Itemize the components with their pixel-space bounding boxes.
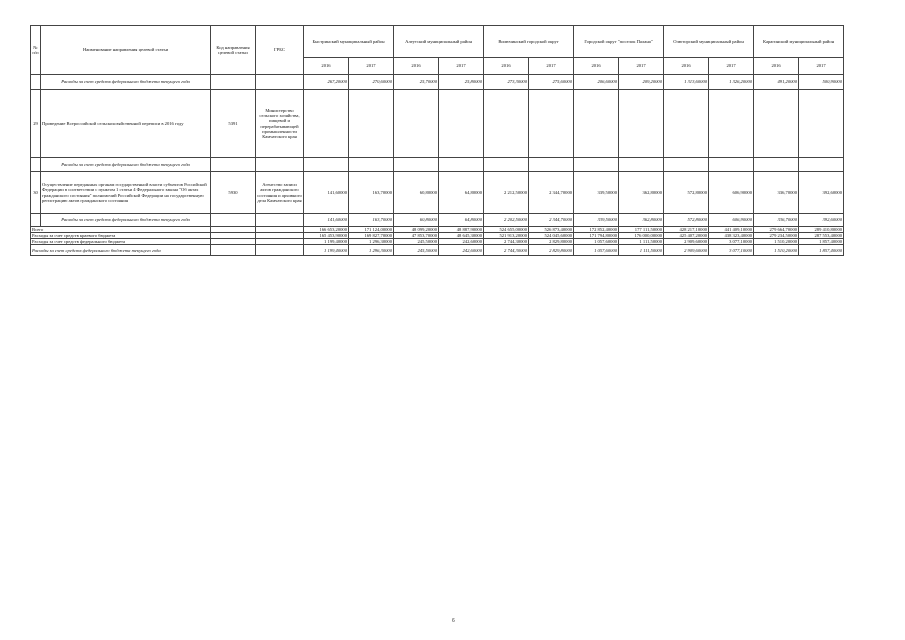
value-cell: 1 510,20000 xyxy=(754,245,799,256)
empty-cell xyxy=(799,158,844,172)
table-row xyxy=(31,214,844,227)
empty-cell xyxy=(394,90,439,158)
value-cell: 209,20000 xyxy=(619,75,664,90)
header-year: 2017 xyxy=(349,58,394,75)
row-num: 30 xyxy=(31,172,41,214)
empty-cell xyxy=(619,158,664,172)
row-code: 5930 xyxy=(211,172,256,214)
value-cell: 392,60000 xyxy=(799,214,844,227)
header-year: 2016 xyxy=(754,58,799,75)
value-cell: 242,60000 xyxy=(439,239,484,245)
value-cell: 206,60000 xyxy=(574,75,619,90)
value-cell: 362,80000 xyxy=(619,214,664,227)
value-cell: 2 202,50000 xyxy=(484,214,529,227)
empty-cell xyxy=(529,90,574,158)
empty-cell xyxy=(574,90,619,158)
value-cell: 25,80000 xyxy=(439,75,484,90)
value-cell: 171 124,00000 xyxy=(349,227,394,233)
header-num: № п/п xyxy=(31,26,41,75)
header-municipality: Вилючинский городской округ xyxy=(484,26,574,58)
row-label: Расходы за счет средств федерального бюджета текущего года xyxy=(41,214,211,227)
value-cell: 64,80000 xyxy=(439,214,484,227)
row-label: Расходы за счет средств федерального бюджета текущего года xyxy=(41,75,211,90)
empty-cell xyxy=(574,158,619,172)
empty-cell xyxy=(349,158,394,172)
value-cell: 60,80000 xyxy=(394,214,439,227)
empty-cell xyxy=(709,90,754,158)
value-cell: 524 655,00000 xyxy=(484,227,529,233)
value-cell: 428 217,10000 xyxy=(664,227,709,233)
value-cell: 242,60000 xyxy=(439,245,484,256)
value-cell: 267,20000 xyxy=(304,75,349,90)
header-municipality: Алеутский муниципальный район xyxy=(394,26,484,58)
empty-cell xyxy=(439,90,484,158)
total-label: Расходы за счет средств краевого бюджета xyxy=(31,233,211,239)
total-label: Всего xyxy=(31,227,211,233)
value-cell: 438 323,40000 xyxy=(709,233,754,239)
value-cell: 60,80000 xyxy=(394,172,439,214)
empty-cell xyxy=(484,90,529,158)
empty-cell xyxy=(754,158,799,172)
header-name: Наименование направления целевой статьи xyxy=(41,26,211,75)
row-name: Осуществление переданных органам государственной власти субъектов Российской Федерации в соответствии с пунктом 1 статьи 4 Федерального закона "Об актах гражданского состояния" полномочий Российской Федерации на государственную регистрацию актов гражданского состояния xyxy=(41,172,211,214)
header-year: 2017 xyxy=(529,58,574,75)
value-cell: 176 000,00000 xyxy=(619,233,664,239)
value-cell: 289 410,80000 xyxy=(799,227,844,233)
empty-cell xyxy=(256,245,304,256)
value-cell: 48 887,90000 xyxy=(439,227,484,233)
value-cell: 425 407,20000 xyxy=(664,233,709,239)
empty-cell xyxy=(619,90,664,158)
row-label: Расходы за счет средств федерального бюджета текущего года xyxy=(41,158,211,172)
budget-table xyxy=(30,25,844,256)
row-grbs: Министерство сельского хозяйства, пищевой и перерабатывающей промышленности Камчатского края xyxy=(256,90,304,158)
header-year: 2016 xyxy=(304,58,349,75)
value-cell: 25,70000 xyxy=(394,75,439,90)
value-cell: 166 653,20000 xyxy=(304,227,349,233)
value-cell: 2 744,30000 xyxy=(484,245,529,256)
value-cell: 1 057,60000 xyxy=(574,245,619,256)
value-cell: 279 664,70000 xyxy=(754,227,799,233)
value-cell: 1 313,60000 xyxy=(664,75,709,90)
header-year: 2016 xyxy=(574,58,619,75)
header-grbs: ГРБС xyxy=(256,26,304,75)
value-cell: 336,70000 xyxy=(754,214,799,227)
value-cell: 606,90000 xyxy=(709,214,754,227)
value-cell: 1 111,50000 xyxy=(619,245,664,256)
value-cell: 392,60000 xyxy=(799,172,844,214)
value-cell: 1 857,40000 xyxy=(799,245,844,256)
value-cell: 1 296,30000 xyxy=(349,239,394,245)
value-cell: 2 829,80000 xyxy=(529,245,574,256)
total-label: Расходы за счет средств федерального бюджета xyxy=(31,239,211,245)
value-cell: 336,70000 xyxy=(754,172,799,214)
value-cell: 169 827,70000 xyxy=(349,233,394,239)
value-cell: 172 852,40000 xyxy=(574,227,619,233)
table-row xyxy=(31,75,844,90)
total-label: Расходы за счет средств федерального бюджета текущего года xyxy=(31,245,211,256)
value-cell: 524 045,60000 xyxy=(529,233,574,239)
value-cell: 3 077,10000 xyxy=(709,239,754,245)
value-cell: 441 409,10000 xyxy=(709,227,754,233)
value-cell: 163,70000 xyxy=(349,214,394,227)
value-cell: 177 111,50000 xyxy=(619,227,664,233)
value-cell: 3 077,10000 xyxy=(709,245,754,256)
value-cell: 163,70000 xyxy=(349,172,394,214)
value-cell: 2 829,80000 xyxy=(529,239,574,245)
total-row xyxy=(31,245,844,256)
value-cell: 275,60000 xyxy=(529,75,574,90)
row-num: 29 xyxy=(31,90,41,158)
header-code: Код направления целевой статьи xyxy=(211,26,256,75)
value-cell: 572,80000 xyxy=(664,214,709,227)
value-cell: 1 199,40000 xyxy=(304,239,349,245)
value-cell: 47 853,70000 xyxy=(394,233,439,239)
empty-cell xyxy=(664,90,709,158)
header-year: 2016 xyxy=(394,58,439,75)
value-cell: 279 234,50000 xyxy=(754,233,799,239)
value-cell: 491,20000 xyxy=(754,75,799,90)
empty-cell xyxy=(529,158,574,172)
value-cell: 1 296,30000 xyxy=(349,245,394,256)
empty-cell xyxy=(211,245,256,256)
empty-cell xyxy=(484,158,529,172)
value-cell: 245,50000 xyxy=(394,245,439,256)
value-cell: 500,90000 xyxy=(799,75,844,90)
value-cell: 270,60000 xyxy=(349,75,394,90)
row-code: 5391 xyxy=(211,90,256,158)
empty-cell xyxy=(754,90,799,158)
value-cell: 165 453,90000 xyxy=(304,233,349,239)
value-cell: 572,80000 xyxy=(664,172,709,214)
value-cell: 339,50000 xyxy=(574,172,619,214)
header-year: 2017 xyxy=(709,58,754,75)
row-name: Проведение Всероссийской сельскохозяйственной переписи в 2016 году xyxy=(41,90,211,158)
row-grbs: Агентство записи актов гражданского состояния и архивного дела Камчатского края xyxy=(256,172,304,214)
header-year: 2017 xyxy=(439,58,484,75)
header-year: 2016 xyxy=(664,58,709,75)
value-cell: 1 057,60000 xyxy=(574,239,619,245)
value-cell: 2 909,60000 xyxy=(664,245,709,256)
value-cell: 2 344,70000 xyxy=(529,172,574,214)
empty-cell xyxy=(304,158,349,172)
header-municipality: Карагинский муниципальный район xyxy=(754,26,844,58)
value-cell: 2 744,30000 xyxy=(484,239,529,245)
empty-cell xyxy=(439,158,484,172)
value-cell: 1 857,40000 xyxy=(799,239,844,245)
header-municipality: Быстринский муниципальный район xyxy=(304,26,394,58)
value-cell: 48 099,20000 xyxy=(394,227,439,233)
value-cell: 606,90000 xyxy=(709,172,754,214)
value-cell: 2 909,60000 xyxy=(664,239,709,245)
header-year: 2017 xyxy=(799,58,844,75)
value-cell: 171 794,80000 xyxy=(574,233,619,239)
value-cell: 64,80000 xyxy=(439,172,484,214)
value-cell: 362,80000 xyxy=(619,172,664,214)
empty-cell xyxy=(664,158,709,172)
header-year: 2016 xyxy=(484,58,529,75)
table-row xyxy=(31,172,844,214)
value-cell: 141,60000 xyxy=(304,172,349,214)
empty-cell xyxy=(709,158,754,172)
value-cell: 141,60000 xyxy=(304,214,349,227)
value-cell: 2 344,70000 xyxy=(529,214,574,227)
value-cell: 1 326,20000 xyxy=(709,75,754,90)
value-cell: 2 212,50000 xyxy=(484,172,529,214)
header-municipality: Олюторский муниципальный район xyxy=(664,26,754,58)
value-cell: 48 645,30000 xyxy=(439,233,484,239)
value-cell: 287 553,40000 xyxy=(799,233,844,239)
empty-cell xyxy=(304,90,349,158)
value-cell: 1 199,40000 xyxy=(304,245,349,256)
empty-cell xyxy=(349,90,394,158)
table-row xyxy=(31,158,844,172)
header-year: 2017 xyxy=(619,58,664,75)
page-number: 6 xyxy=(452,618,455,624)
empty-cell xyxy=(799,90,844,158)
value-cell: 521 913,20000 xyxy=(484,233,529,239)
value-cell: 245,50000 xyxy=(394,239,439,245)
value-cell: 273,30000 xyxy=(484,75,529,90)
value-cell: 339,50000 xyxy=(574,214,619,227)
value-cell: 1 510,20000 xyxy=(754,239,799,245)
table-row xyxy=(31,90,844,158)
header-municipality: Городской округ "поселок Палана" xyxy=(574,26,664,58)
empty-cell xyxy=(394,158,439,172)
value-cell: 1 111,50000 xyxy=(619,239,664,245)
value-cell: 526 873,40000 xyxy=(529,227,574,233)
